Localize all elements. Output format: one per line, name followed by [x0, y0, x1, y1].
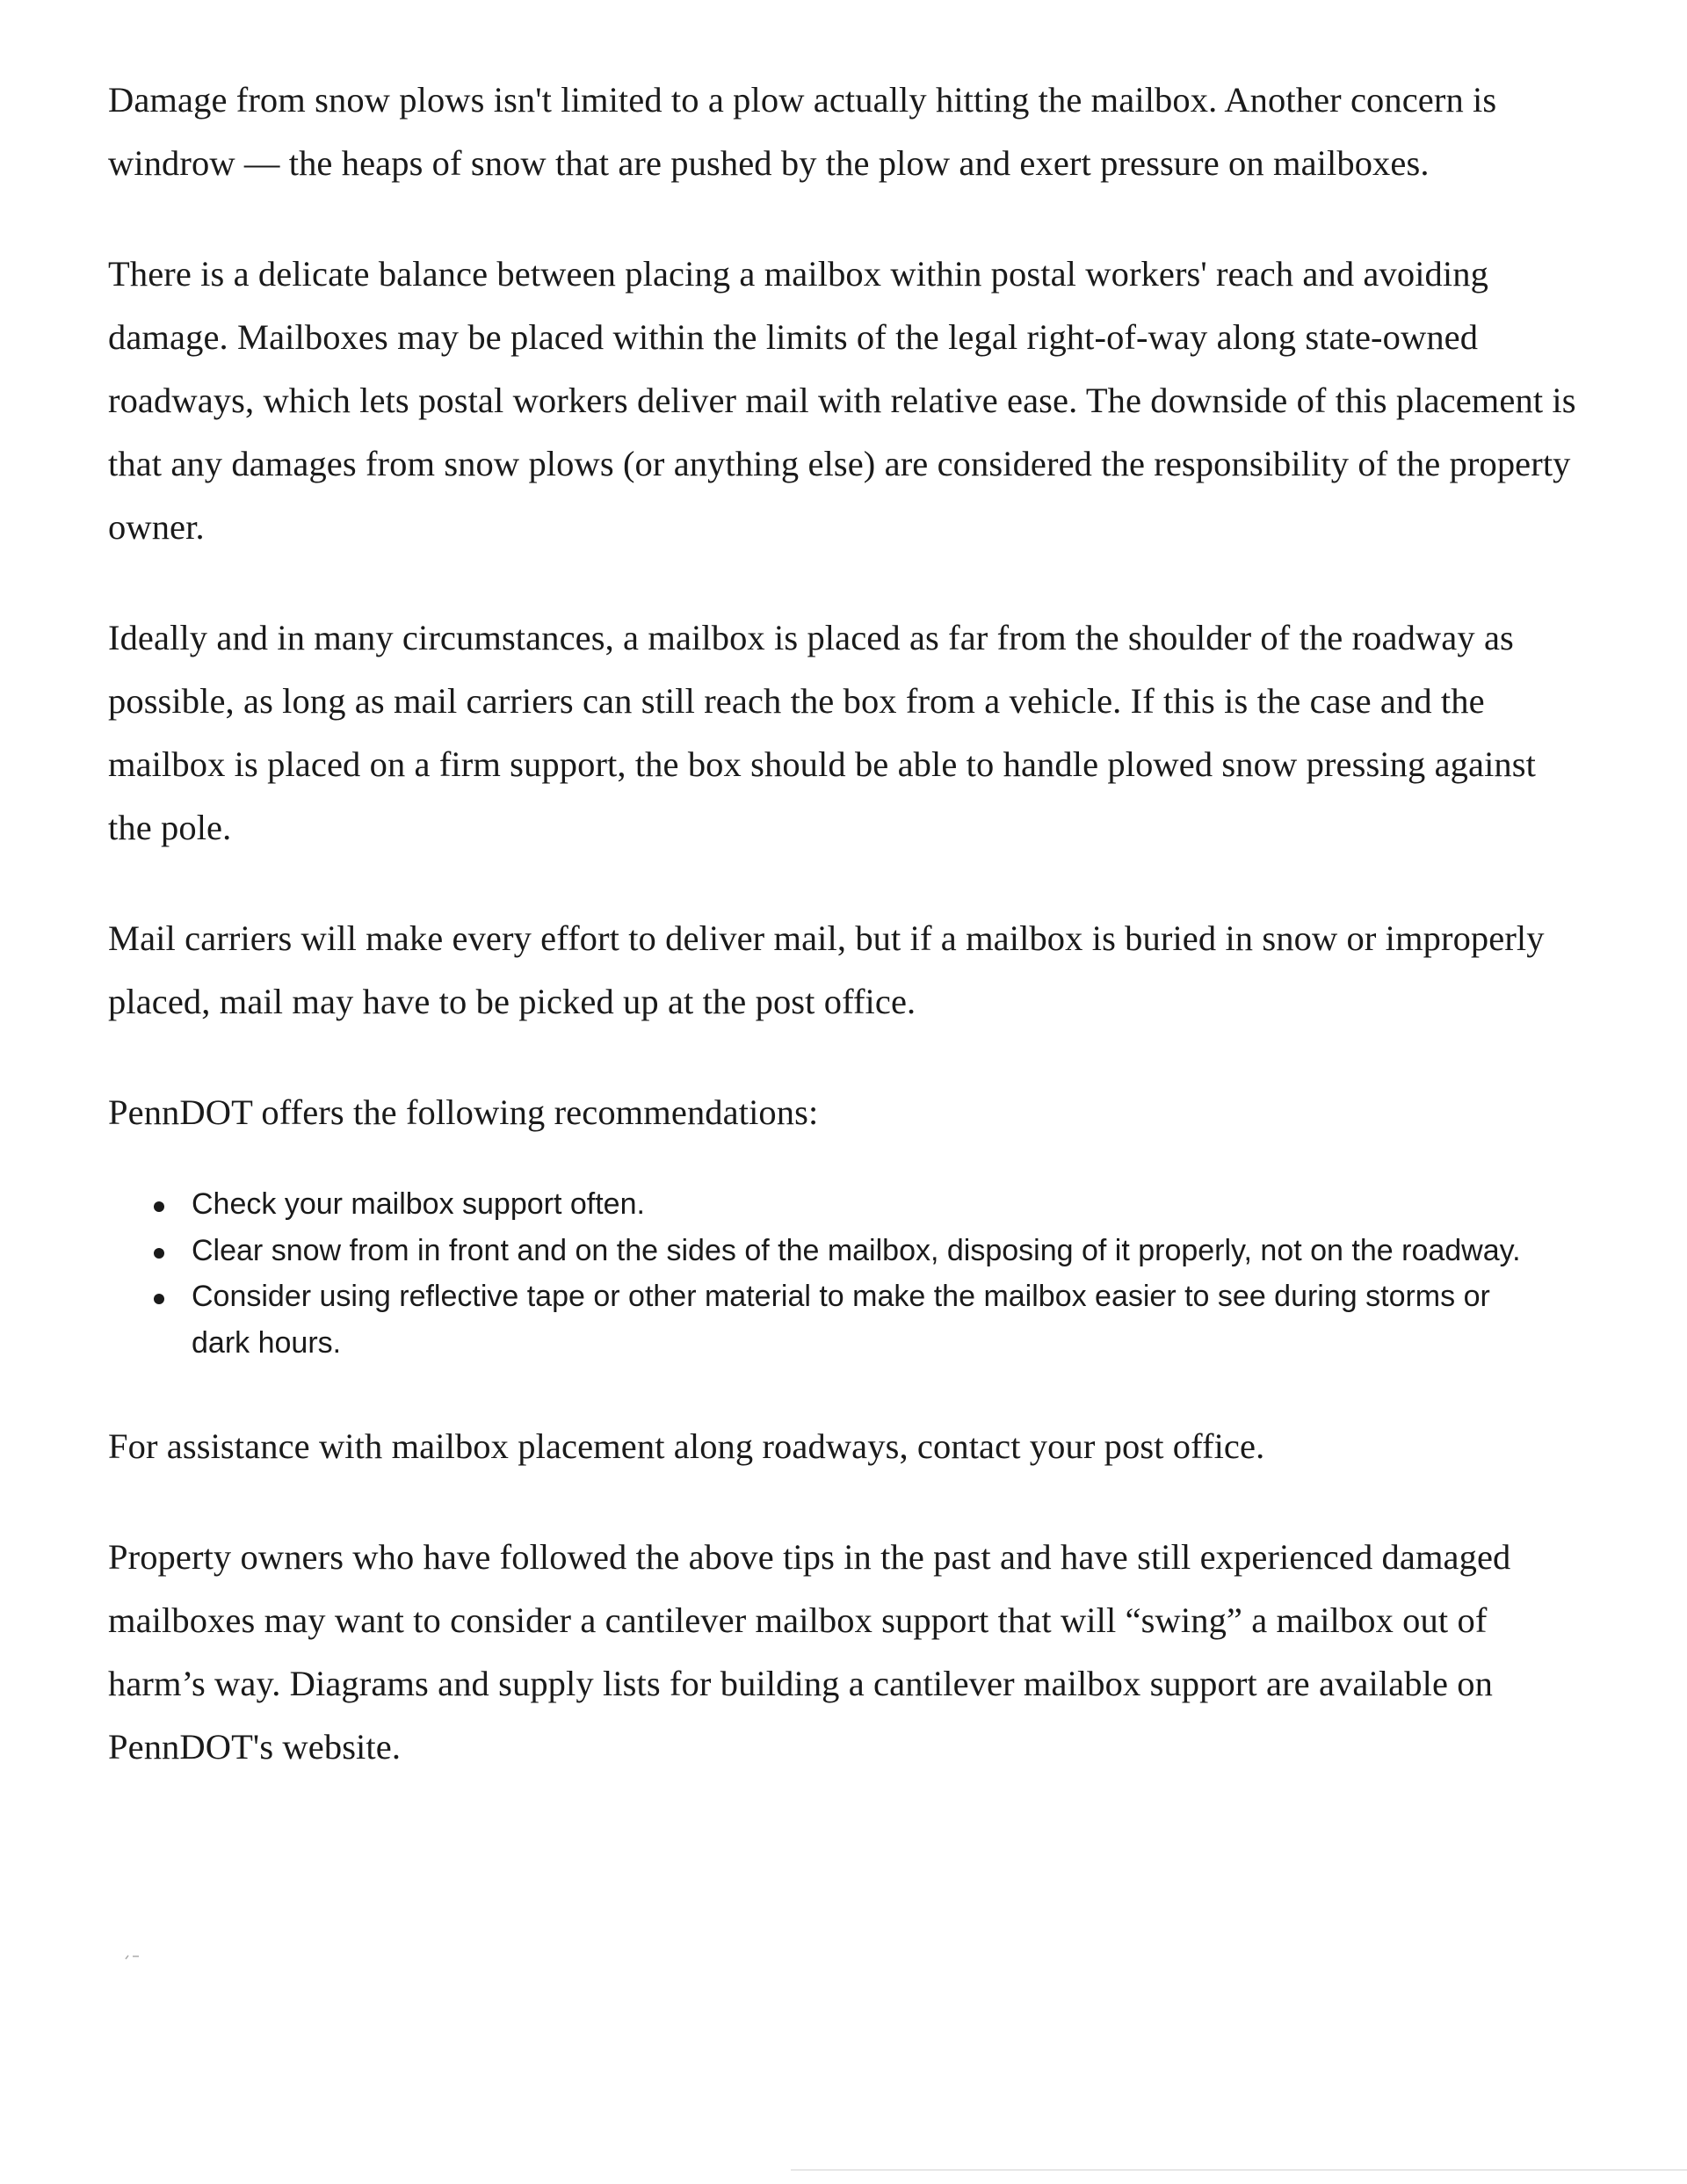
paragraph-cantilever: Property owners who have followed the above tips in the past and have still experienced damaged mailboxes may want to consider a cantilever mailbox support that will “swing” a mailbox out of harm’s way. Diagrams and supply lists for building a cantilever mailbox support are available on PennDOT's website. [108, 1537, 1511, 1767]
list-item [108, 1181, 1531, 1228]
list-item [108, 1228, 1531, 1274]
paragraph-ideal-placement: Ideally and in many circumstances, a mailbox is placed as far from the shoulder of the roadway as possible, as long as mail carriers can still reach the box from a vehicle. If this is the case and the mailbox is placed on a firm support, the box should be able to handle plowed snow pressing against the pole. [108, 618, 1536, 847]
bullet-icon [154, 1294, 164, 1304]
list-item [108, 1273, 1531, 1366]
bullet-icon [154, 1201, 164, 1212]
recommendations-list [108, 1181, 1531, 1366]
bullet-icon [154, 1248, 164, 1259]
list-item-text: Clear snow from in front and on the sides of the mailbox, disposing of it properly, not on the roadway. [192, 1233, 1521, 1267]
scan-edge-line [791, 2169, 1687, 2171]
document-page [108, 69, 1584, 1779]
scan-artifact-mark [125, 1953, 144, 1960]
paragraph-placement-balance: There is a delicate balance between placing a mailbox within postal workers' reach and avoiding damage. Mailboxes may be placed within the limits of the legal right-of-way along state-owned roadways, which lets postal workers deliver mail with relative ease. The downside of this placement is that any damages from snow plows (or anything else) are considered the responsibility of the property owner. [108, 254, 1576, 547]
paragraph-windrow: Damage from snow plows isn't limited to a plow actually hitting the mailbox. Another concern is windrow — the heaps of snow that are pushed by the plow and exert pressure on mailboxes. [108, 80, 1497, 183]
list-item-text: Consider using reflective tape or other material to make the mailbox easier to see during storms or dark hours. [192, 1280, 1490, 1360]
paragraph-assistance: For assistance with mailbox placement along roadways, contact your post office. [108, 1426, 1265, 1466]
paragraph-recommendations-intro: PennDOT offers the following recommendations: [108, 1092, 819, 1132]
list-item-text: Check your mailbox support often. [192, 1187, 645, 1221]
paragraph-mail-carriers: Mail carriers will make every effort to deliver mail, but if a mailbox is buried in snow or improperly placed, mail may have to be picked up at the post office. [108, 918, 1545, 1021]
